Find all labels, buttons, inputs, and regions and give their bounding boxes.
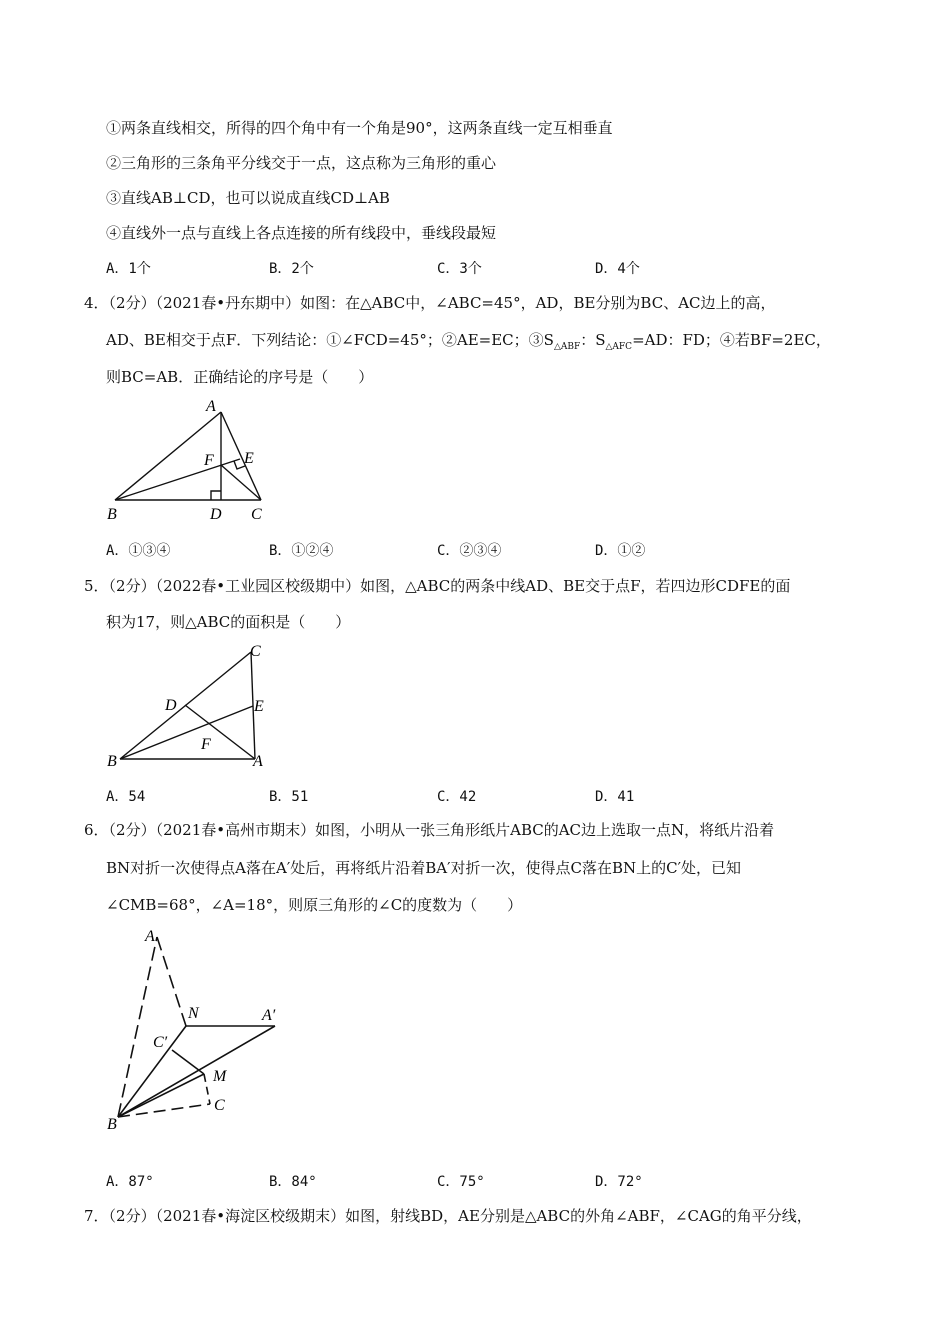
q6-label-n: N [188,1005,199,1022]
q4-stem-line2 [106,330,831,357]
q4-option-c[interactable]: C．②③④ [437,543,502,559]
q6-option-a[interactable]: A．87° [106,1174,154,1190]
q5-option-d[interactable]: D．41 [595,789,635,805]
q5-option-a[interactable]: A．54 [106,789,146,805]
q4-side-ac [221,412,261,500]
q3-statement-4: ④直线外一点与直线上各点连接的所有线段中，垂线段最短 [106,224,497,242]
q6-option-c[interactable]: C．75° [437,1174,485,1190]
q5-option-c[interactable]: C．42 [437,789,477,805]
q3-statement-3: ③直线AB⊥CD，也可以说成直线CD⊥AB [106,189,390,207]
q5-label-c: C [250,643,261,660]
q4-stem-line2-start: AD、BE相交于点F．下列结论：①∠FCD=45°；②AE=EC；③S [106,331,554,349]
q6-segment-ba [118,1026,275,1117]
q5-median-ad [185,705,255,759]
q6-dashed-an [157,937,186,1026]
q6-segment-cm [172,1050,204,1074]
q4-right-angle-d [211,491,221,500]
q4-option-a[interactable]: A．①③④ [106,543,171,559]
q5-median-be [120,706,253,759]
q5-label-b: B [107,753,117,770]
q5-option-b[interactable]: B．51 [269,789,309,805]
q6-label-a-prime: A′ [262,1007,276,1024]
q4-segment-fc [221,465,261,500]
q3-option-c[interactable]: C．3个 [437,261,482,277]
q4-colon: ：S [580,331,606,349]
q6-stem-line3: ∠CMB=68°，∠A=18°，则原三角形的∠C的度数为（ ） [106,896,523,914]
q4-label-f: F [204,452,214,469]
q4-option-b[interactable]: B．①②④ [269,543,334,559]
q5-stem-line2: 积为17，则△ABC的面积是（ ） [106,613,351,631]
q4-label-a: A [206,398,216,415]
q3-option-d[interactable]: D．4个 [595,261,640,277]
q5-label-a: A [253,753,263,770]
q5-label-e: E [254,698,264,715]
q5-stem-line1: 5．（2分）（2022春•工业园区校级期中）如图，△ABC的两条中线AD、BE交于点F，若四边形CDFE的面 [84,577,791,595]
q4-sub-abf: △ABF [553,342,581,352]
q4-option-d[interactable]: D．①② [595,543,646,559]
q5-label-f: F [201,736,211,753]
q4-stem-line2-end: =AD：FD；④若BF=2EC， [632,331,831,349]
q4-stem-line1: 4．（2分）（2021春•丹东期中）如图：在△ABC中，∠ABC=45°，AD，BE分别为BC、AC边上的高， [84,294,776,312]
q4-label-b: B [107,506,117,523]
q4-figure [100,395,280,525]
q3-statement-2: ②三角形的三条角平分线交于一点，这点称为三角形的重心 [106,154,497,172]
q6-stem-line1: 6．（2分）（2021春•高州市期末）如图，小明从一张三角形纸片ABC的AC边上选取一点N，将纸片沿着 [84,821,775,839]
q3-option-b[interactable]: B．2个 [269,261,314,277]
q6-options [106,1171,826,1191]
q6-option-d[interactable]: D．72° [595,1174,643,1190]
q4-label-d: D [210,506,222,523]
q4-sub-afc: △AFC [605,342,633,352]
q6-dashed-mc [204,1074,210,1104]
q6-label-c: C [214,1097,225,1114]
q6-option-b[interactable]: B．84° [269,1174,317,1190]
q6-label-a: A [145,928,155,945]
q4-label-e: E [244,450,254,467]
q4-options [106,540,826,560]
q6-figure [100,922,300,1137]
q4-label-c: C [251,506,262,523]
q5-label-d: D [165,697,177,714]
q6-stem-line2: BN对折一次使得点A落在A′处后，再将纸片沿着BA′对折一次，使得点C落在BN上的C′处，已知 [106,859,741,877]
q5-options [106,786,826,806]
q4-stem-line3: 则BC=AB．正确结论的序号是（ ） [106,368,374,386]
q3-options [106,258,826,278]
q3-option-a[interactable]: A．1个 [106,261,151,277]
q3-statement-1: ①两条直线相交，所得的四个角中有一个角是90°，这两条直线一定互相垂直 [106,119,613,137]
q6-label-c-prime: C′ [153,1034,168,1051]
q6-label-b: B [107,1116,117,1133]
q7-stem-line1: 7．（2分）（2021春•海淀区校级期末）如图，射线BD，AE分别是△ABC的外角∠ABF，∠CAG的角平分线， [84,1207,812,1225]
q6-label-m: M [213,1068,227,1085]
q5-figure [100,638,280,773]
